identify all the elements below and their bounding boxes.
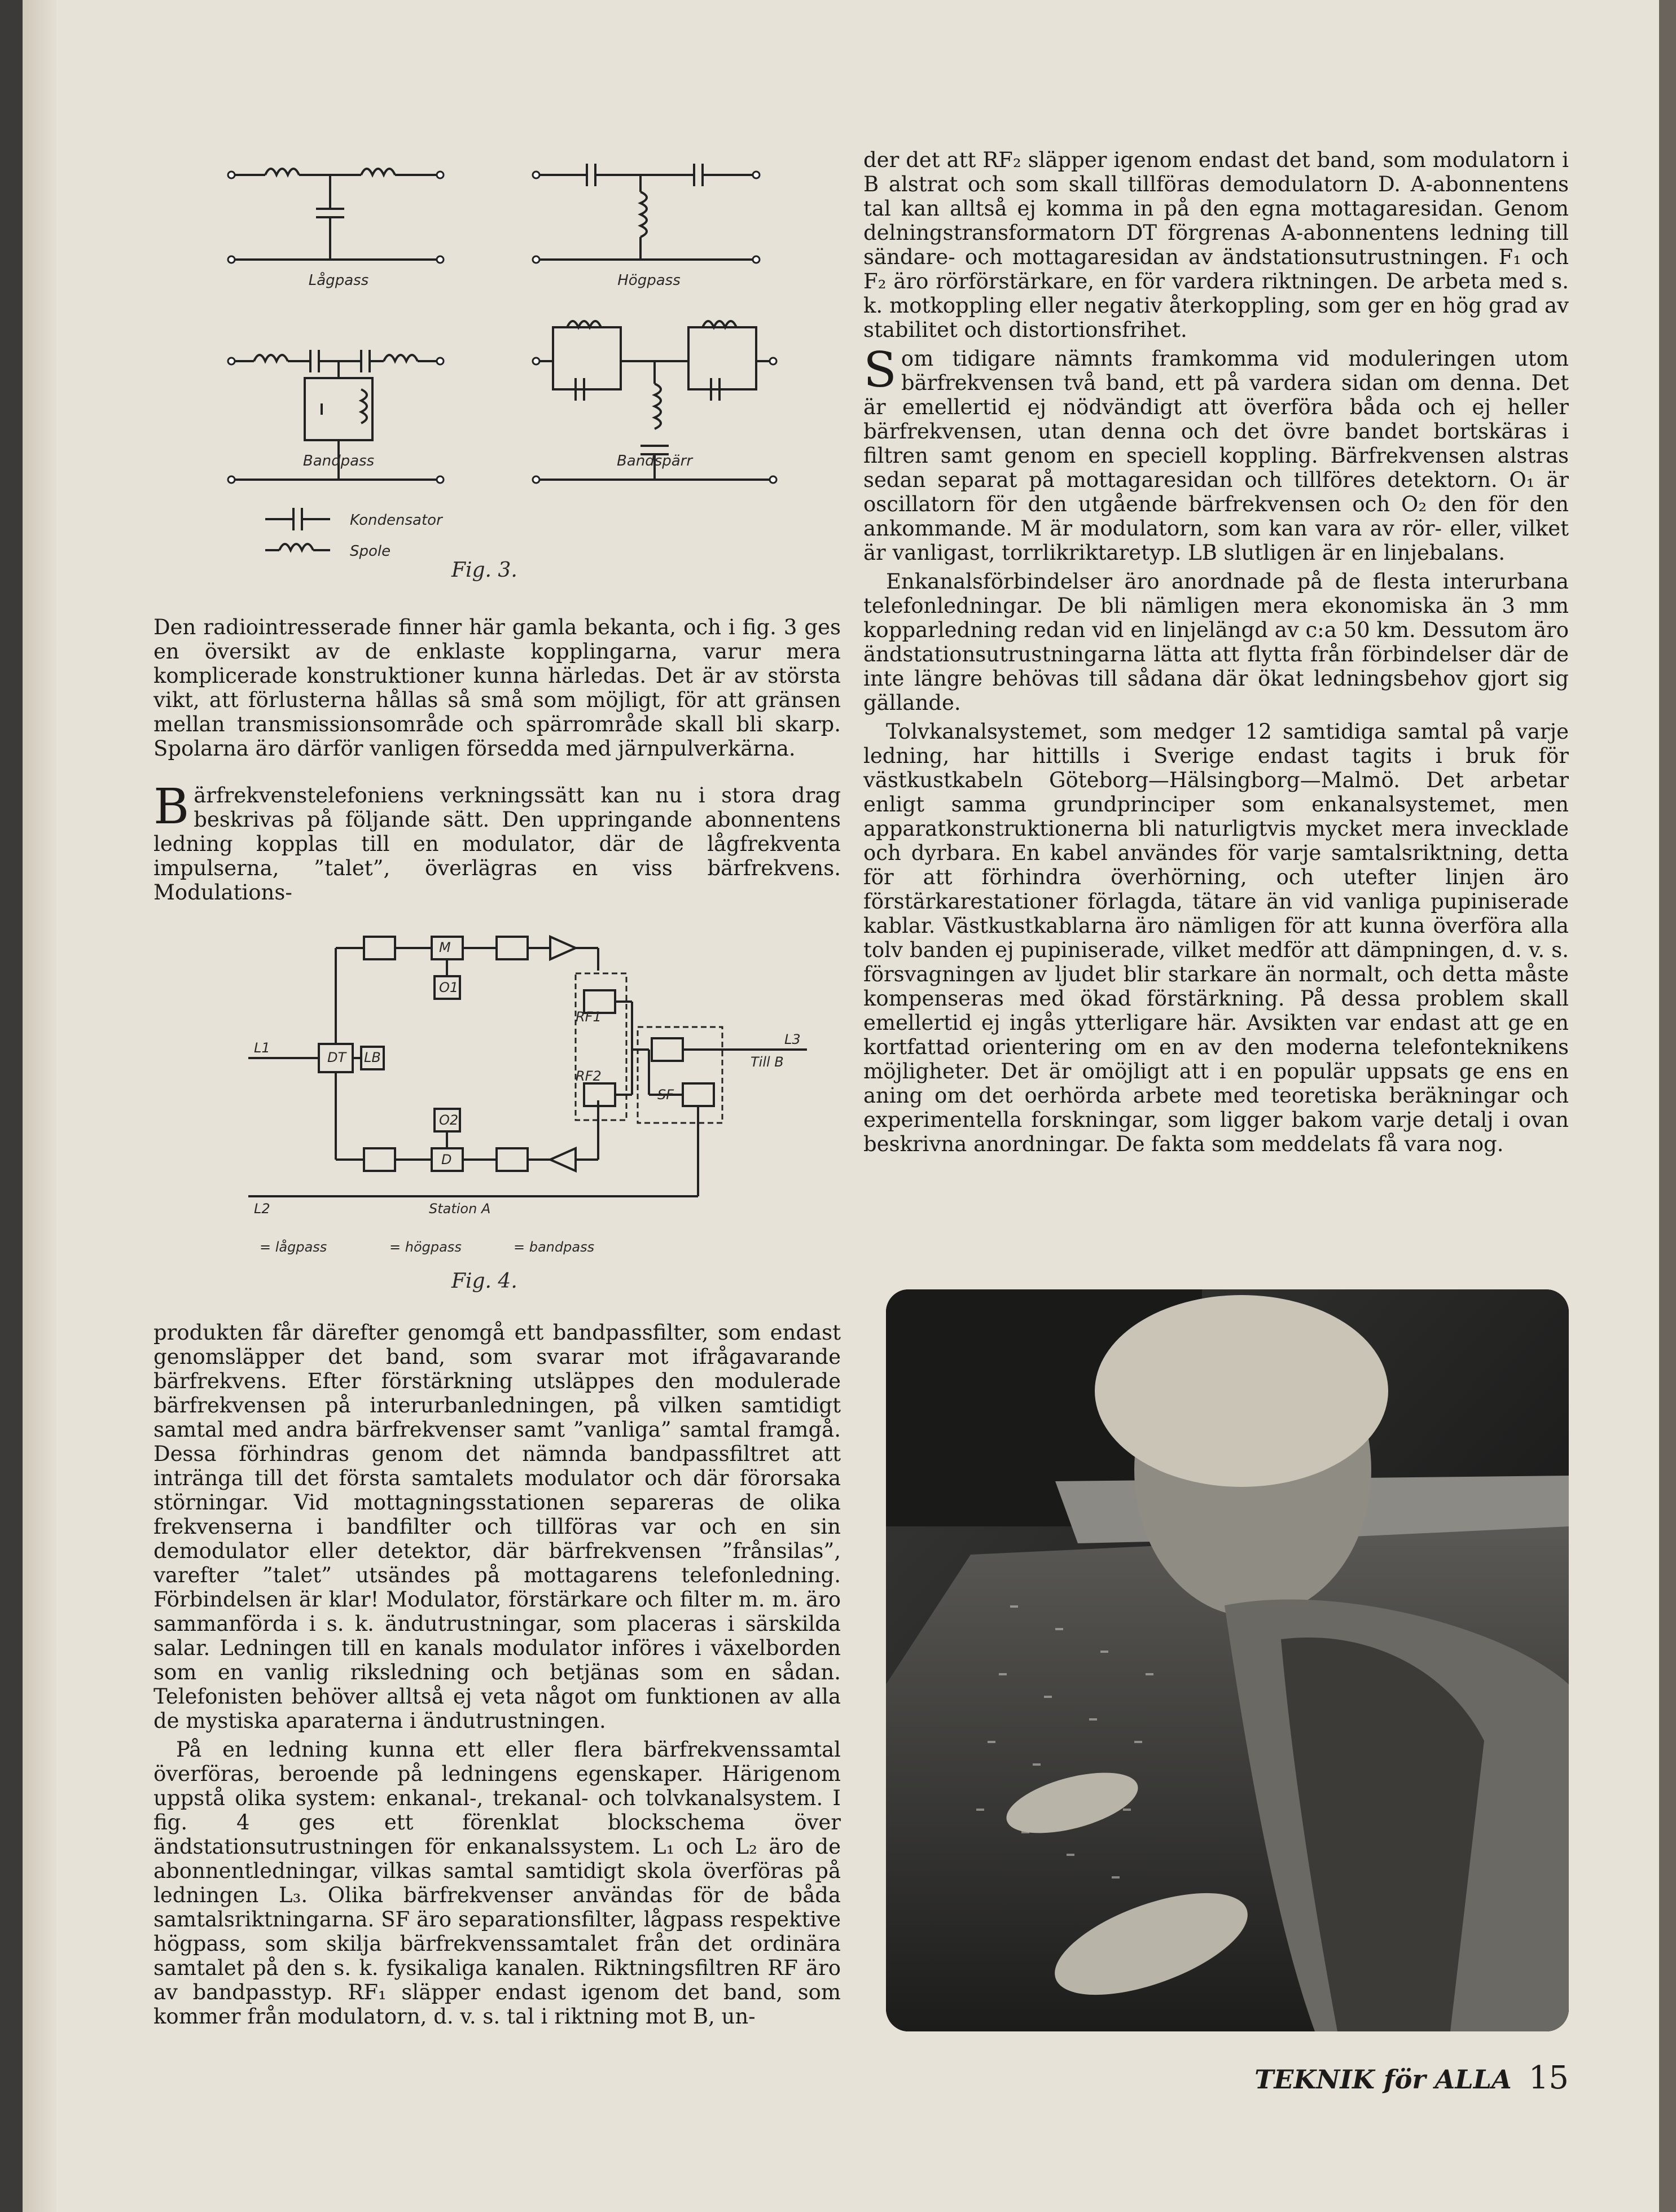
figure-3-filter-diagrams	[220, 147, 813, 581]
photo-telephone-operator	[886, 1289, 1569, 2031]
block-o1: O1	[439, 980, 459, 995]
magazine-page	[23, 0, 1676, 2212]
line-l3: L3	[784, 1032, 801, 1047]
magazine-title: TEKNIK för ALLA	[1254, 2064, 1512, 2095]
fig3-label-bandstop: Bandspärr	[616, 453, 693, 469]
figure-3-caption: Fig. 3.	[451, 559, 517, 582]
block-sf: SF	[657, 1087, 674, 1103]
paragraph-text: om tidigare nämnts framkomma vid moduleringen utom bärfrekvensen två band, ett på vardera sidan om denna. Det är emellertid ej nödvändigt att överföra båda och ej heller bärfrekvensen, utan denna och det övre bandet bortskäras i filtren samt genom en speciell koppling. Bärfrekvensen alstras sedan separat på mottagaresidan och tillföres detektorn. O₁ är oscillatorn för den utgående bärfrekvensen och O₂ den för den ankommande. M är modulatorn, som kan vara av rör- eller, vilket är vanligast, torrlikriktaretyp. LB slutligen är en linjebalans.	[863, 346, 1569, 565]
block-d: D	[441, 1152, 452, 1168]
fig3-label-bandpass: Bandpass	[302, 453, 375, 469]
paragraph: Den radiointresserade finner här gamla bekanta, och i fig. 3 ges en översikt av de enklaste kopplingarna, varur mera komplicerade konstruktioner kunna härledas. Det är av största vikt, att förlusterna hållas så små som möjligt, för att gränsen mellan transmissionsområde och spärrområde skall bli skarp. Spolarna äro därför vanligen försedda med järnpulverkärna.	[153, 615, 841, 761]
block-m: M	[439, 940, 451, 955]
line-l2: L2	[254, 1201, 270, 1217]
paragraph-text: ärfrekvenstelefoniens verkningssätt kan nu i stora drag beskrivas på följande sätt. Den uppringande abonnentens ledning kopplas till en modulator, där de lågfrekventa impulserna, ”talet”, överlägras en viss bärfrekvens. Modulations-	[153, 783, 841, 905]
left-column-top	[153, 615, 841, 909]
paragraph	[863, 342, 1569, 565]
fig3-legend-coil: Spole	[350, 543, 391, 560]
page-edge	[1659, 0, 1676, 2212]
drop-cap: S	[863, 342, 897, 398]
block-lb: LB	[364, 1050, 381, 1065]
block-rf2: RF2	[576, 1068, 602, 1084]
line-till-b: Till B	[751, 1054, 784, 1070]
page-number: 15	[1528, 2060, 1569, 2096]
fig3-label-highpass: Högpass	[617, 272, 681, 289]
paragraph: På en ledning kunna ett eller flera bärfrekvenssamtal överföras, beroende på ledningens egenskaper. Härigenom uppstå olika system: enkanal-, trekanal- och tolvkanalsystem. I fig. 4 ges ett förenklat blockschema över ändstationsutrustningen för enkanalssystem. L₁ och L₂ äro de abonnentledningar, vilkas samtal samtidigt skola överföras på ledningen L₃. Olika bärfrekvenser användas för de båda samtalsriktningarna. SF äro separationsfilter, lågpass respektive högpass, som skilja bärfrekvenssamtalet från det ordinära samtalet på den s. k. fysikaliga kanalen. Riktningsfiltren RF äro av bandpasstyp. RF₁ släpper endast igenom det band, som kommer från modulatorn, d. v. s. tal i riktning mot B, un-	[153, 1737, 841, 2029]
left-column-bottom	[153, 1320, 841, 2033]
page-footer	[1254, 2060, 1569, 2096]
paragraph: produkten får därefter genomgå ett bandpassfilter, som endast genomsläpper det band, som svarar mot ifrågavarande bärfrekvens. Efter förstärkning utsläppes den modulerade bärfrekvensen på interurbanledningen, på vilken samtidigt samtal med andra bärfrekvenser samt ”vanliga” samtal framgå. Dessa förhindras genom det nämnda bandpassfiltret att intränga till det första samtalets modulator och där förorsaka störningar. Vid mottagningsstationen separeras de olika frekvenserna i bandfilter och tillföras var och en sin demodulator eller detektor, där bärfrekvensen ”frånsilas”, varefter ”talet” utsändes på mottagarens telefonledning. Förbindelsen är klar! Modulator, förstärkare och filter m. m. äro sammanförda i s. k. ändutrustningar, som placeras i särskilda salar. Ledningen till en kanals modulator införes i växelborden som en vanlig riksledning och betjänas som en sådan. Telefonisten behöver alltså ej veta något om funktionen av alla de mystiska aparaterna i ändutrustningen.	[153, 1320, 841, 1733]
figure-4-caption: Fig. 4.	[451, 1270, 517, 1293]
paragraph: der det att RF₂ släpper igenom endast det band, som modulatorn i B alstrat och som skall tillföras demodulatorn D. A-abonnentens tal kan alltså ej komma in på den egna mottagaresidan. Genom delningstransformatorn DT förgrenas A-abonnentens ledning till sändare- och mottagaresidan av ändstationsutrustningen. F₁ och F₂ äro rörförstärkare, en för vardera riktningen. De arbeta med s. k. motkoppling eller negativ återkoppling, som ger en hög grad av stabilitet och distortionsfrihet.	[863, 148, 1569, 342]
block-rf1: RF1	[576, 1009, 602, 1025]
block-o2: O2	[439, 1112, 459, 1128]
line-l1: L1	[254, 1040, 270, 1056]
fig3-legend-capacitor: Kondensator	[350, 512, 442, 529]
drop-cap: B	[153, 779, 190, 835]
fig4-legend-highpass: = högpass	[389, 1239, 462, 1255]
fig3-label-lowpass: Lågpass	[308, 272, 369, 289]
fig4-legend-lowpass: = lågpass	[260, 1239, 327, 1255]
paragraph: Enkanalsförbindelser äro anordnade på de flesta interurbana telefonledningar. De bli nämligen mera ekonomiska än 3 mm kopparledning redan vid en linjelängd av c:a 50 km. Dessutom äro ändstationsutrustningarna lätta att flytta från förbindelser där de inte längre behövas till sådana där ökat ledningsbehov gjort sig gällande.	[863, 569, 1569, 715]
paragraph: Tolvkanalsystemet, som medger 12 samtidiga samtal på varje ledning, har hittills i Sverige endast tagits i bruk för västkustkabeln Göteborg—Hälsingborg—Malmö. Det arbetar enligt samma grundprinciper som enkanalsystemet, men apparatkonstruktionerna bli naturligtvis mycket mera invecklade och dyrbara. En kabel användes för varje samtalsriktning, detta för att förhindra överhörning, och utefter linjen äro förstärkarestationer förlagda, tätare än vid vanliga pupiniserade kablar. Västkustkablarna äro nämligen för att kunna överföra alla tolv banden ej pupiniserade, vilket medför att dämpningen, d. v. s. försvagningen av ljudet blir starkare än normalt, och detta måste kompenseras med ökad förstärkning. På dessa problem skall emellertid ej ingås ytterligare här. Avsikten var endast att ge en kortfattad orientering om en av den moderna telefonteknikens möjligheter. Det är omöjligt att i en populär uppsats ge ens en aning om det oerhörda arbete med teoretiska beräkningar och experimentella forskningar, som ligger bakom varje detalj i ovan beskrivna anordningar. De fakta som meddelats få vara nog.	[863, 719, 1569, 1156]
figure-4-block-diagram	[243, 931, 818, 1270]
page-gutter	[23, 0, 56, 2212]
right-column	[863, 148, 1569, 1161]
block-dt: DT	[327, 1050, 346, 1065]
station-label: Station A	[429, 1201, 491, 1217]
paragraph	[153, 779, 841, 905]
fig4-legend-bandpass: = bandpass	[514, 1239, 595, 1255]
